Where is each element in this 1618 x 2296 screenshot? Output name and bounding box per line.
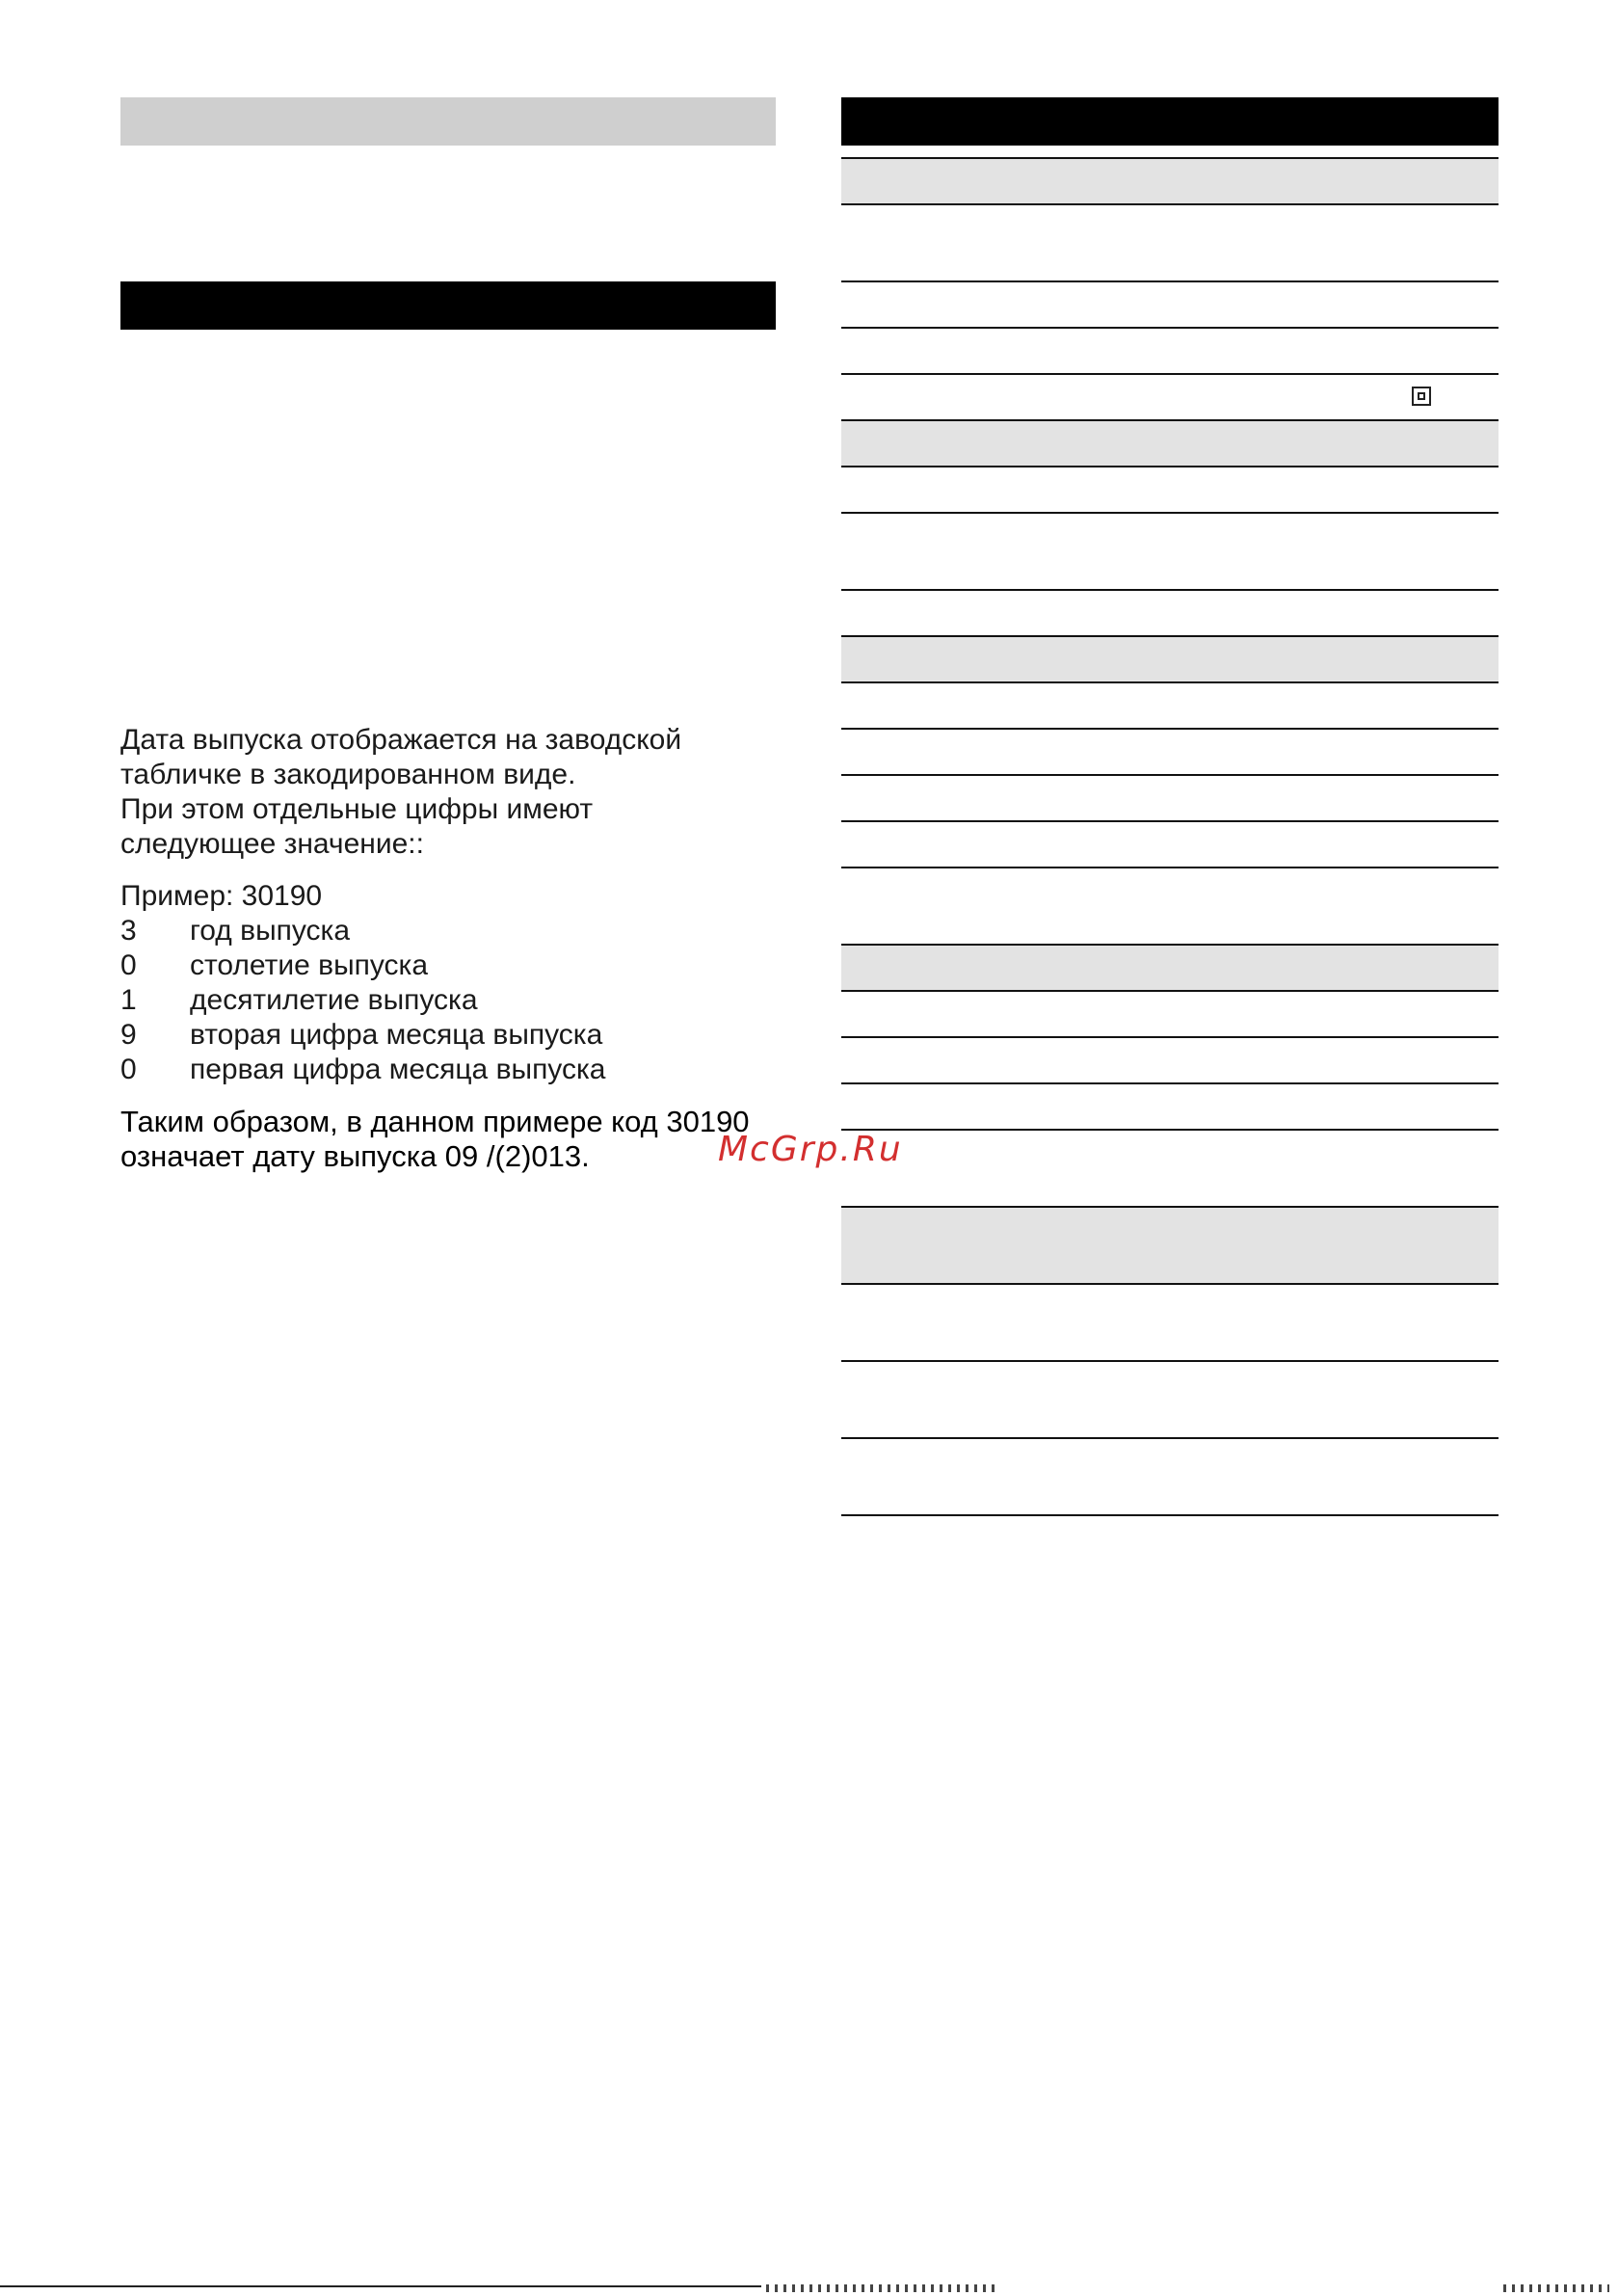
spec-row	[841, 419, 1499, 467]
footer-marks	[766, 2284, 997, 2292]
spec-row	[841, 157, 1499, 205]
spec-row	[841, 728, 1499, 776]
spec-row	[841, 589, 1499, 637]
code-digit: 0	[120, 1054, 137, 1085]
paragraph-line: табличке в закодированном виде.	[120, 759, 576, 790]
conclusion-line: означает дату выпуска 09 /(2)013.	[120, 1139, 590, 1173]
spec-row	[841, 635, 1499, 683]
spec-row	[841, 1437, 1499, 1516]
code-row	[120, 914, 785, 948]
spec-row	[841, 466, 1499, 514]
spec-row	[841, 1082, 1499, 1131]
spec-row	[841, 327, 1499, 375]
spec-row	[841, 203, 1499, 282]
spec-row	[841, 681, 1499, 730]
spec-row	[841, 1283, 1499, 1362]
code-row	[120, 983, 785, 1018]
code-meaning: год выпуска	[190, 915, 351, 947]
spec-row	[841, 1360, 1499, 1439]
code-digit: 1	[120, 984, 137, 1016]
production-date-description	[120, 723, 785, 862]
page-bottom-rule	[0, 2285, 761, 2287]
spec-row	[841, 1036, 1499, 1084]
spec-row	[841, 774, 1499, 822]
spec-row	[841, 820, 1499, 868]
code-conclusion	[120, 1105, 785, 1174]
conclusion-line: Таким образом, в данном примере код 30190	[120, 1105, 750, 1138]
code-meaning: вторая цифра месяца выпуска	[190, 1019, 603, 1051]
section-header-black-bar	[120, 281, 776, 330]
spec-row	[841, 373, 1499, 421]
spec-row	[841, 867, 1499, 946]
spec-row	[841, 944, 1499, 992]
paragraph-line: При этом отдельные цифры имеют	[120, 793, 594, 825]
code-row	[120, 948, 785, 983]
double-insulation-icon	[1412, 387, 1431, 406]
code-meaning: десятилетие выпуска	[190, 984, 478, 1016]
watermark: McGrp.Ru	[718, 1130, 903, 1169]
code-digit: 3	[120, 915, 137, 947]
section-header-gray-bar	[120, 97, 776, 146]
code-row	[120, 1018, 785, 1053]
spec-row	[841, 1206, 1499, 1285]
spec-row	[841, 512, 1499, 591]
code-row	[120, 1053, 785, 1087]
code-example	[120, 879, 785, 1087]
spec-table	[841, 0, 1499, 1542]
spec-table-header	[841, 97, 1499, 146]
spec-row	[841, 990, 1499, 1038]
paragraph-line: Дата выпуска отображается на заводской	[120, 724, 682, 756]
example-title: Пример: 30190	[120, 880, 323, 912]
code-digit: 0	[120, 949, 137, 981]
spec-row	[841, 1129, 1499, 1208]
paragraph-line: следующее значение::	[120, 828, 424, 860]
spec-row	[841, 280, 1499, 329]
code-meaning: первая цифра месяца выпуска	[190, 1054, 606, 1085]
code-meaning: столетие выпуска	[190, 949, 429, 981]
code-digit: 9	[120, 1019, 137, 1051]
footer-marks	[1503, 2284, 1609, 2292]
